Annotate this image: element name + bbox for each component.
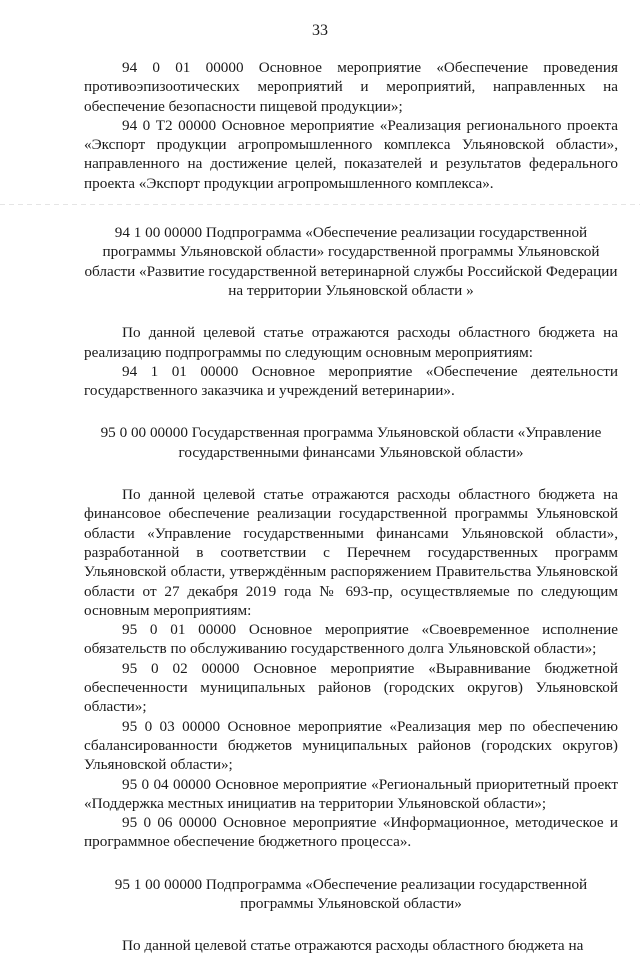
- paragraph: 95 0 02 00000 Основное мероприятие «Выравнивание бюджетной обеспеченности муниципальных районов (городских округов) Ульяновской области»;: [84, 659, 618, 716]
- document-body: [84, 58, 618, 956]
- spacer: [84, 462, 618, 485]
- paragraph: 94 0 Т2 00000 Основное мероприятие «Реализация регионального проекта «Экспорт продукции агропромышленного комплекса Ульяновской области», направленного на достижение целей, показателей и результатов федерального проекта «Экспорт продукции агропромышленного комплекса».: [84, 116, 618, 192]
- paragraph: 95 0 06 00000 Основное мероприятие «Информационное, методическое и программное обеспечение бюджетного процесса».: [84, 814, 618, 851]
- spacer: [84, 913, 618, 936]
- paragraph: По данной целевой статье отражаются расходы областного бюджета на: [122, 937, 584, 955]
- spacer: [84, 300, 618, 323]
- section-heading: 95 0 00 00000 Государственная программа Ульяновской области «Управление государственными финансами Ульяновской области»: [100, 424, 602, 461]
- page-number: 33: [312, 22, 328, 39]
- paragraph: 95 0 01 00000 Основное мероприятие «Своевременное исполнение обязательств по обслуживанию государственного долга Ульяновской области»;: [84, 621, 618, 658]
- paragraph: 94 0 01 00000 Основное мероприятие «Обеспечение проведения противоэпизоотических мероприятий и мероприятий, направленных на обеспечение безопасности пищевой продукции»;: [84, 59, 618, 115]
- spacer: [84, 852, 618, 875]
- paragraph: 95 0 03 00000 Основное мероприятие «Реализация мер по обеспечению сбалансированности бюджетов муниципальных районов (городских округов) Ульяновской области»;: [84, 717, 618, 774]
- paragraph: По данной целевой статье отражаются расходы областного бюджета на реализацию подпрограммы по следующим основным мероприятиям:: [84, 324, 618, 361]
- paragraph: По данной целевой статье отражаются расходы областного бюджета на финансовое обеспечение реализации государственной программы Ульяновской области «Управление государственными финансами Ульяновской области», разработанной в соответствии с Перечнем государственных программ Ульяновской области, утверждённым распоряжением Правительства Ульяновской области от 27 декабря 2019 года № 693-пр, осуществляемые по следующим основным мероприятиям:: [84, 486, 618, 619]
- paragraph: 94 1 01 00000 Основное мероприятие «Обеспечение деятельности государственного заказчика и учреждений ветеринарии».: [84, 362, 618, 400]
- section-heading: 95 1 00 00000 Подпрограмма «Обеспечение реализации государственной программы Ульяновской области»: [114, 875, 588, 912]
- section-heading: 94 1 00 00000 Подпрограмма «Обеспечение реализации государственной программы Ульяновской области» государственной программы Ульяновской области «Развитие государственной ветеринарной службы Российской Федерации на территории Ульяновской области »: [84, 224, 618, 299]
- spacer: [84, 193, 618, 223]
- paragraph: 95 0 04 00000 Основное мероприятие «Региональный приоритетный проект «Поддержка местных инициатив на территории Ульяновской области»;: [84, 775, 618, 812]
- spacer: [84, 400, 618, 423]
